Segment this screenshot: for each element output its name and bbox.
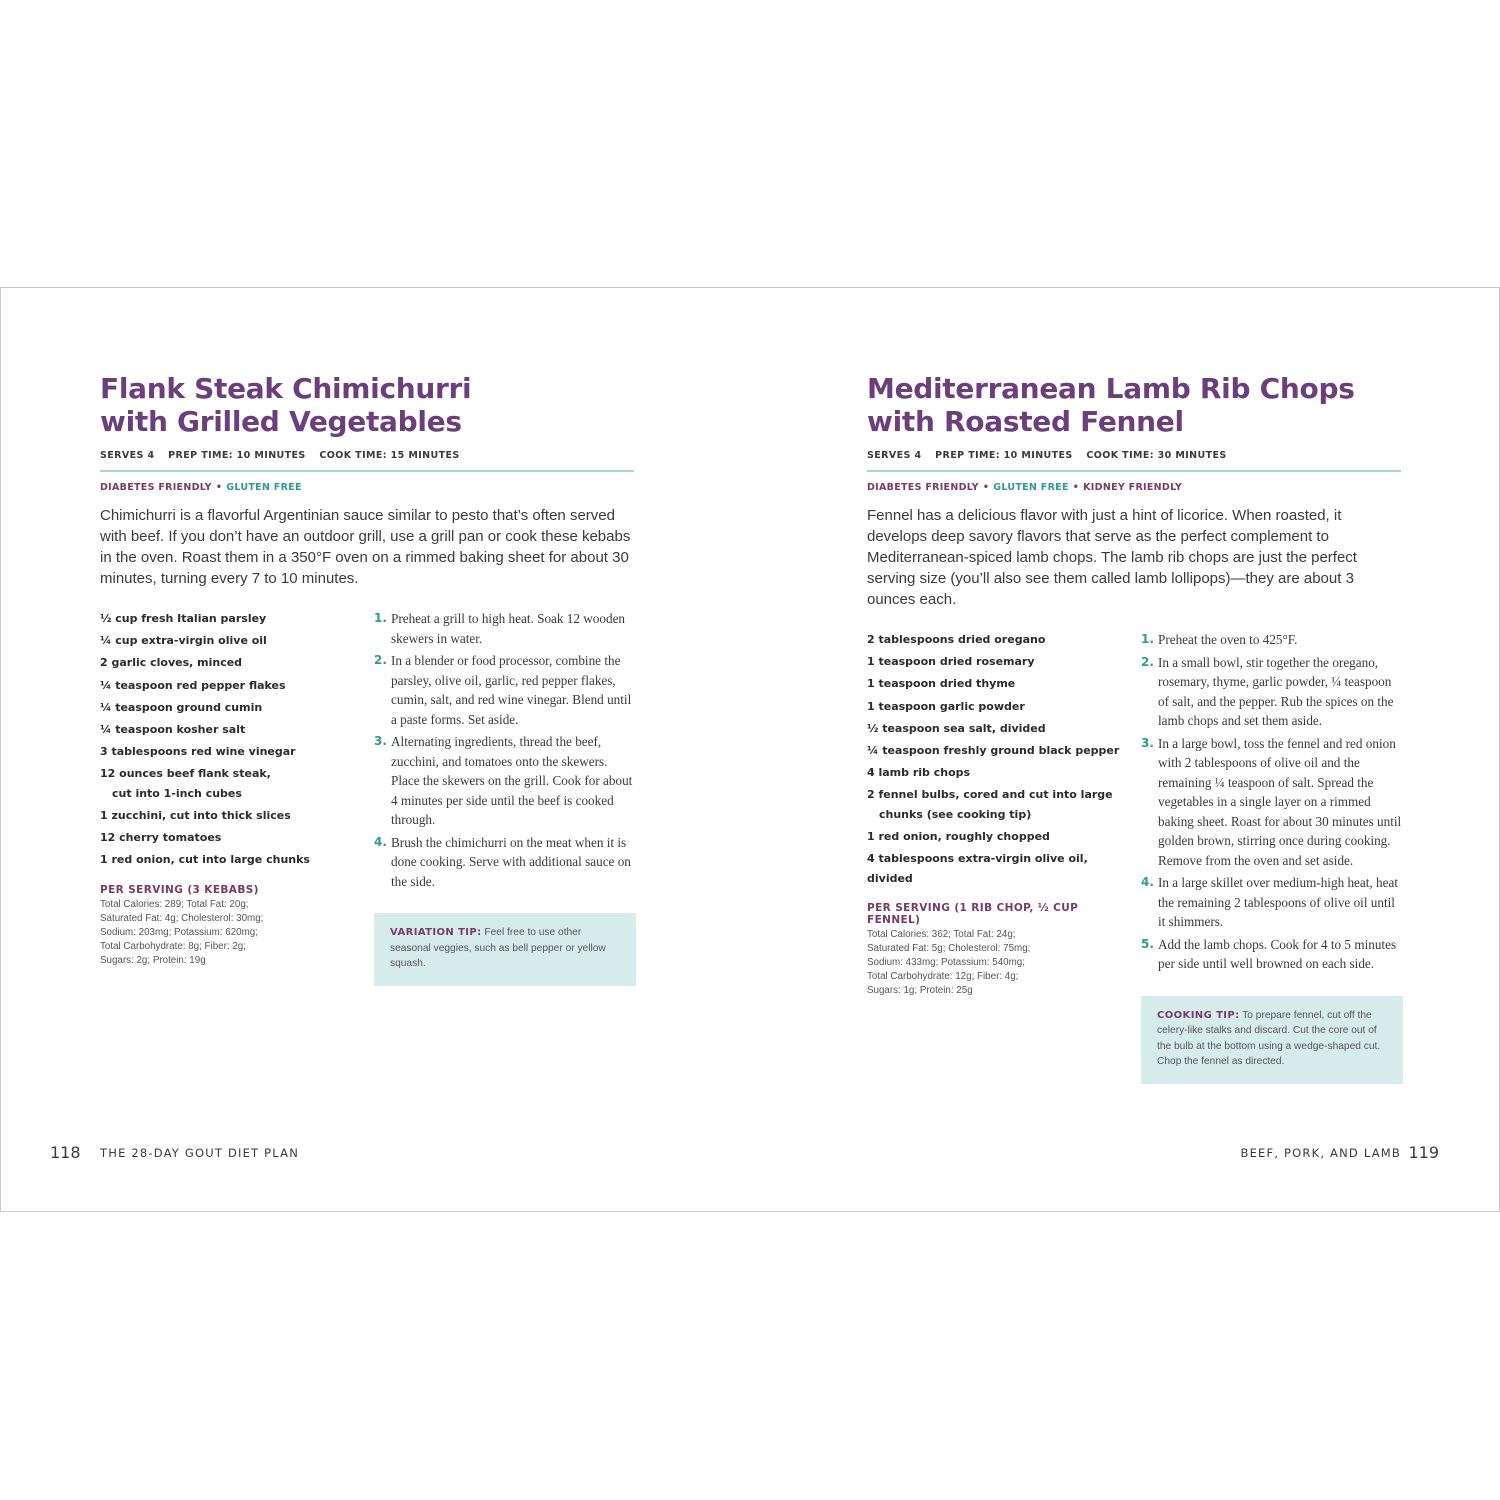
step-item: [1141, 935, 1403, 974]
tip-label: VARIATION TIP:: [390, 927, 482, 938]
ingredient-list: [867, 630, 1129, 888]
per-serving-heading: PER SERVING (3 KEBABS): [100, 883, 259, 896]
step-number: 2.: [1141, 654, 1154, 669]
ingredient-text: 1 teaspoon dried thyme: [867, 677, 1016, 691]
recipe-intro: Fennel has a delicious flavor with just a hint of licorice. When roasted, it develops deep savory flavors that serve as the perfect complement to Mediterranean-spiced lamb chops. The lamb rib chops are just the perfect serving size (you’ll also see them called lamb lollipops)—they are about 3 ounces each.: [867, 507, 1357, 608]
page-number-left: 118: [50, 1143, 81, 1162]
divider: [867, 470, 1401, 472]
step-text: In a large skillet over medium-high heat, heat the remaining 2 tablespoons of olive oil until it shimmers.: [1158, 875, 1398, 929]
step-number: 5.: [1141, 936, 1154, 951]
nutrition-line: Saturated Fat: 4g; Cholesterol: 30mg;: [100, 912, 264, 924]
ingredient-item: [867, 697, 1129, 717]
step-number: 4.: [374, 834, 387, 849]
steps-column: [1141, 630, 1403, 1084]
per-serving-heading: PER SERVING (1 RIB CHOP, ½ CUP FENNEL): [867, 902, 1079, 927]
ingredient-text: 1 red onion, roughly chopped: [867, 830, 1050, 843]
title-line-1: Flank Steak Chimichurri: [100, 372, 472, 405]
nutrition-info: [867, 928, 1129, 998]
ingredient-item: [867, 674, 1129, 694]
cook-time: COOK TIME: 15 MINUTES: [319, 450, 460, 461]
serves: SERVES 4: [100, 450, 155, 461]
step-text: Preheat a grill to high heat. Soak 12 wooden skewers in water.: [391, 611, 626, 646]
ingredient-text: 2 fennel bulbs, cored and cut into large: [867, 788, 1113, 802]
cooking-tip-box: [1141, 996, 1403, 1084]
steps-column: [374, 609, 636, 986]
step-item: [374, 651, 636, 729]
step-text: Alternating ingredients, thread the beef, zucchini, and tomatoes onto the skewers. Place the skewers on the grill. Cook for about 4 minutes per side until the beef is cooked through.: [391, 734, 633, 827]
ingredient-item: [100, 609, 362, 629]
ingredient-item: [867, 785, 1129, 824]
step-text: In a blender or food processor, combine the parsley, olive oil, garlic, red pepper flakes, cumin, salt, and red wine vinegar. Blend until a paste forms. Set aside.: [391, 653, 632, 727]
step-item: [1141, 873, 1403, 932]
ingredient-item: [100, 828, 362, 848]
step-item: [1141, 653, 1403, 731]
serves: SERVES 4: [867, 450, 922, 461]
left-page: [1, 288, 751, 1211]
diet-tags: DIABETES FRIENDLY • GLUTEN FREE: [100, 482, 302, 493]
step-text: In a large bowl, toss the fennel and red onion with 2 tablespoons of olive oil and the remaining ¼ teaspoon of salt. Spread the vegetables in a single layer on a rimmed baking sheet. Roast for about 30 minutes until golden brown, stirring once during cooking. Remove from the oven and set aside.: [1158, 735, 1402, 868]
ingredient-item: [100, 698, 362, 718]
diet-tags: DIABETES FRIENDLY • GLUTEN FREE • KIDNEY FRIENDLY: [867, 482, 1183, 493]
ingredient-item: [867, 849, 1129, 888]
nutrition-line: Sodium: 203mg; Potassium: 620mg;: [100, 926, 258, 938]
ingredient-text: 2 garlic cloves, minced: [100, 656, 243, 670]
ingredient-text-continued: chunks (see cooking tip): [879, 807, 1032, 821]
ingredient-text: 4 lamb rib chops: [867, 766, 971, 780]
recipe-left: [100, 372, 634, 969]
step-number: 1.: [374, 611, 387, 625]
ingredient-list: [100, 609, 362, 870]
step-item: [374, 732, 636, 830]
ingredient-text: ¼ teaspoon kosher salt: [100, 722, 246, 736]
recipe-intro: Chimichurri is a flavorful Argentinian sauce similar to pesto that’s often served with beef. If you don’t have an outdoor grill, use a grill pan or cook these kebabs in the oven. Roast them in a 350°F oven on a rimmed baking sheet for about 30 minutes, turning every 7 to 10 minutes.: [100, 507, 631, 587]
ingredient-text: 3 tablespoons red wine vinegar: [100, 745, 296, 759]
ingredients-column: [100, 609, 362, 968]
nutrition-line: Saturated Fat: 5g; Cholesterol: 75mg;: [867, 943, 1031, 955]
tag-diabetes-friendly: DIABETES FRIENDLY: [100, 482, 212, 493]
ingredient-text: 1 teaspoon dried rosemary: [867, 655, 1035, 669]
ingredient-item: [100, 742, 362, 762]
tag-kidney-friendly: KIDNEY FRIENDLY: [1083, 482, 1183, 493]
ingredient-item: [100, 850, 362, 870]
ingredient-item: [100, 806, 362, 826]
divider: [100, 470, 634, 472]
tag-diabetes-friendly: DIABETES FRIENDLY: [867, 482, 979, 493]
recipe-right: [867, 372, 1402, 1067]
ingredient-text: 4 tablespoons extra-virgin olive oil, divided: [867, 852, 1088, 885]
step-item: [1141, 734, 1403, 871]
ingredient-text: 12 cherry tomatoes: [100, 831, 222, 845]
ingredient-text: ¼ teaspoon ground cumin: [100, 700, 263, 714]
ingredient-text: ¼ teaspoon freshly ground black pepper: [867, 743, 1120, 757]
step-text: Preheat the oven to 425°F.: [1158, 632, 1298, 647]
ingredient-text: ½ cup fresh Italian parsley: [100, 612, 267, 625]
book-spread: [0, 287, 1500, 1212]
recipe-meta: [867, 450, 1401, 461]
ingredient-item: [867, 741, 1129, 761]
running-footer-left: THE 28-DAY GOUT DIET PLAN: [100, 1146, 300, 1160]
title-line-2: with Roasted Fennel: [867, 405, 1184, 438]
prep-time: PREP TIME: 10 MINUTES: [935, 450, 1073, 461]
ingredient-item: [867, 763, 1129, 783]
step-list: [1141, 630, 1403, 974]
ingredient-text: 12 ounces beef flank steak,: [100, 767, 271, 781]
ingredient-text: ¼ cup extra-virgin olive oil: [100, 634, 267, 648]
step-number: 3.: [374, 734, 387, 748]
nutrition-line: Sugars: 1g; Protein: 25g: [867, 985, 973, 997]
tag-gluten-free: GLUTEN FREE: [226, 482, 302, 493]
step-item: [374, 609, 636, 648]
cook-time: COOK TIME: 30 MINUTES: [1086, 450, 1227, 461]
tip-text: To prepare fennel, cut off the celery-like stalks and discard. Cut the core out of the bulb at the bottom using a wedge-shaped cut. Chop the fennel as directed.: [1157, 1009, 1381, 1067]
recipe-title: [100, 372, 634, 438]
step-number: 1.: [1141, 632, 1154, 646]
title-line-2: with Grilled Vegetables: [100, 405, 462, 438]
ingredients-column: [867, 630, 1129, 998]
ingredient-text: 2 tablespoons dried oregano: [867, 633, 1046, 646]
tip-text: Feel free to use other seasonal veggies, such as bell pepper or yellow squash.: [390, 927, 606, 969]
step-item: [374, 833, 636, 892]
tip-label: COOKING TIP:: [1157, 1009, 1240, 1021]
nutrition-line: Total Carbohydrate: 12g; Fiber: 4g;: [867, 971, 1019, 983]
prep-time: PREP TIME: 10 MINUTES: [168, 450, 306, 461]
recipe-title: [867, 372, 1401, 438]
ingredient-item: [100, 631, 362, 651]
nutrition-info: [100, 898, 362, 968]
step-text: Brush the chimichurri on the meat when it is done cooking. Serve with additional sauce on the side.: [391, 834, 631, 889]
ingredient-text: ¼ teaspoon red pepper flakes: [100, 678, 286, 692]
nutrition-line: Total Carbohydrate: 8g; Fiber: 2g;: [100, 940, 246, 952]
recipe-meta: [100, 450, 634, 461]
ingredient-text: 1 red onion, cut into large chunks: [100, 853, 310, 867]
ingredient-text-continued: cut into 1-inch cubes: [112, 786, 242, 800]
step-number: 2.: [374, 653, 387, 667]
ingredient-item: [100, 653, 362, 673]
step-text: In a small bowl, stir together the oregano, rosemary, thyme, garlic powder, ¼ teaspoon of salt, and the pepper. Rub the spices on the lamb chops and set them aside.: [1158, 654, 1394, 728]
ingredient-item: [867, 630, 1129, 650]
ingredient-item: [867, 652, 1129, 672]
page-number-right: 119: [1408, 1143, 1439, 1162]
variation-tip-box: [374, 913, 636, 986]
step-number: 4.: [1141, 875, 1154, 889]
nutrition-line: Sodium: 433mg; Potassium: 540mg;: [867, 957, 1025, 969]
ingredient-item: [100, 764, 362, 803]
nutrition-line: Sugars: 2g; Protein: 19g: [100, 954, 206, 966]
step-number: 3.: [1141, 735, 1154, 750]
ingredient-item: [100, 676, 362, 696]
right-page: [751, 288, 1500, 1211]
ingredient-item: [867, 827, 1129, 847]
ingredient-text: 1 zucchini, cut into thick slices: [100, 809, 291, 822]
tag-gluten-free: GLUTEN FREE: [993, 482, 1069, 493]
title-line-1: Mediterranean Lamb Rib Chops: [867, 372, 1355, 405]
ingredient-text: 1 teaspoon garlic powder: [867, 699, 1025, 713]
nutrition-line: Total Calories: 289; Total Fat: 20g;: [100, 898, 249, 910]
ingredient-text: ½ teaspoon sea salt, divided: [867, 721, 1046, 735]
ingredient-item: [100, 720, 362, 740]
nutrition-line: Total Calories: 362; Total Fat: 24g;: [867, 929, 1016, 941]
step-list: [374, 609, 636, 891]
ingredient-item: [867, 719, 1129, 739]
step-item: [1141, 630, 1403, 650]
running-footer-right: BEEF, PORK, AND LAMB: [1240, 1146, 1401, 1160]
step-text: Add the lamb chops. Cook for 4 to 5 minutes per side until well browned on each side.: [1158, 936, 1397, 971]
